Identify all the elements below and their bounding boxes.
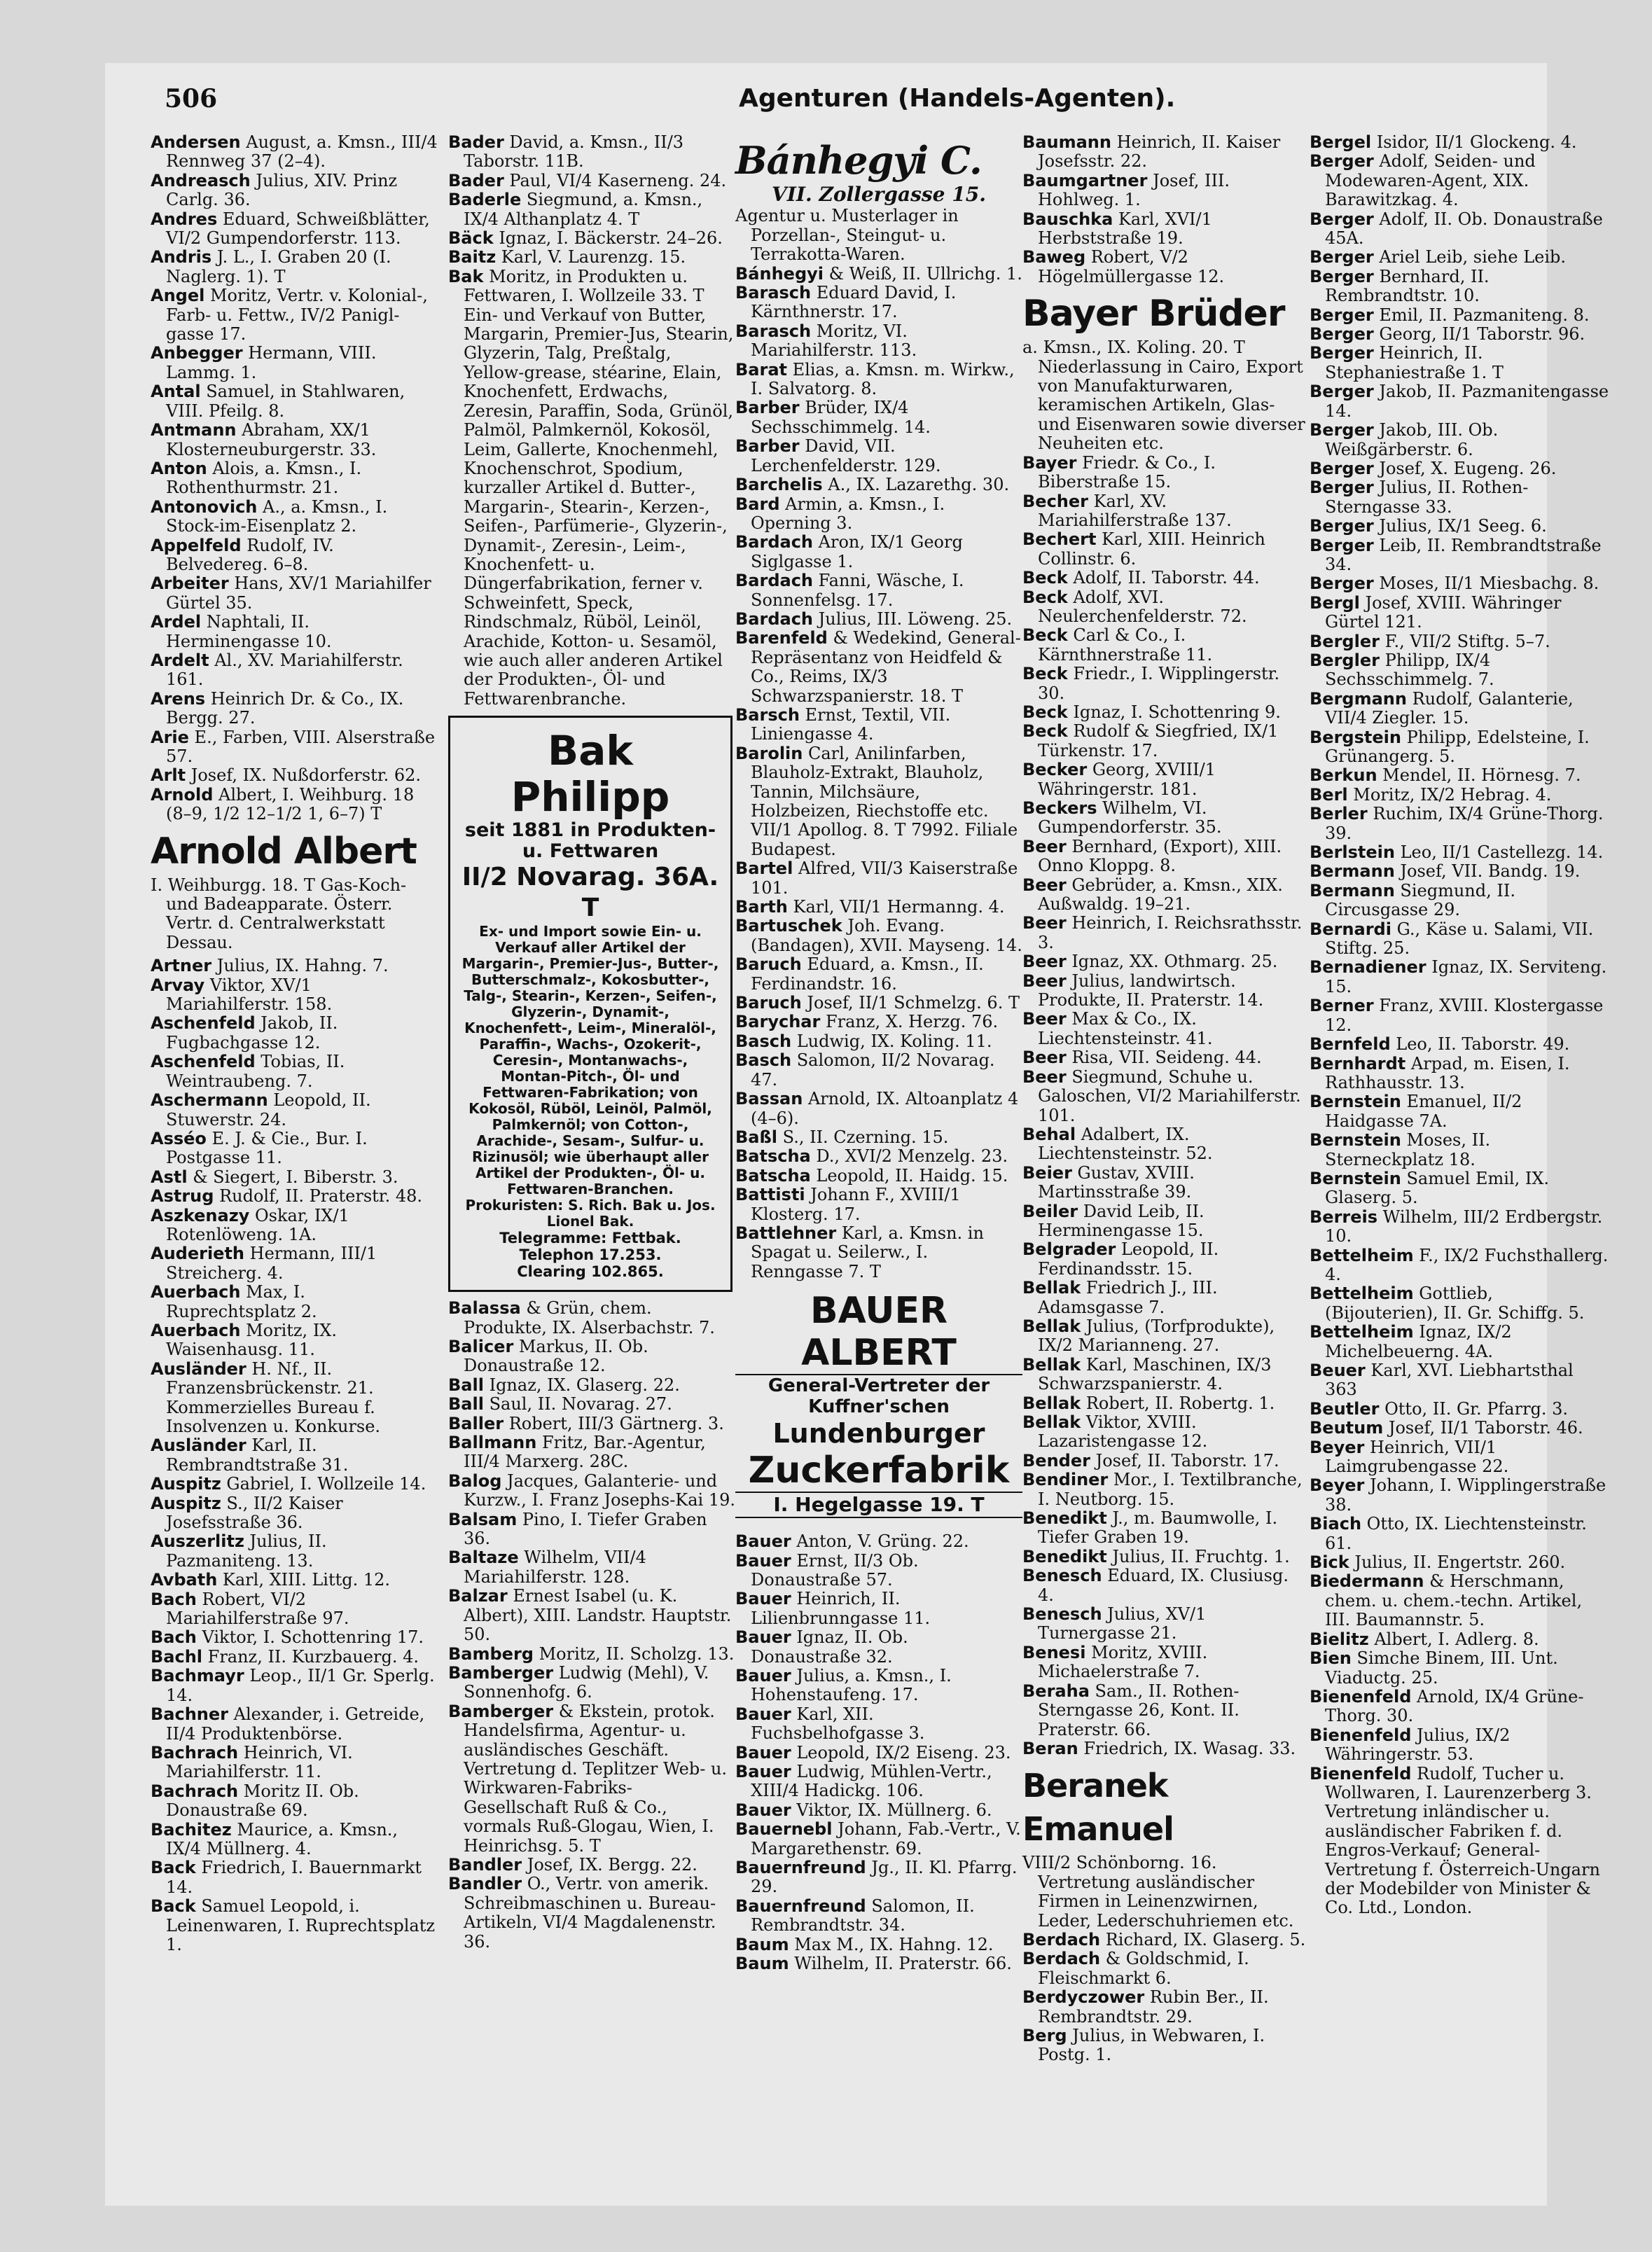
directory-entry: Barychar Franz, X. Herzg. 76. [735, 1012, 999, 1032]
directory-entry: Bechert Karl, XIII. Heinrich Collinstr. 6. [1022, 529, 1265, 569]
directory-entry: Ball Saul, II. Novarag. 27. [448, 1394, 672, 1415]
directory-entry: Aszkenazy Oskar, IX/1 Rotenlöweng. 1A. [151, 1205, 349, 1244]
directory-entry: Beer Gebrüder, a. Kmsn., XIX. Außwaldg. 19–21. [1022, 875, 1283, 915]
bauer-ad-line4: Zuckerfabrik [748, 1450, 1010, 1492]
directory-entry: Berger Moses, II/1 Miesbachg. 8. [1310, 574, 1599, 594]
directory-entry: Bauer Karl, XII. Fuchsbelhofgasse 3. [735, 1704, 925, 1744]
directory-entry: Bachmayr Leop., II/1 Gr. Sperlg. 14. [151, 1666, 435, 1705]
bauer-albert-advertisement [735, 1290, 1022, 1518]
directory-entry: Beutler Otto, II. Gr. Pfarrg. 3. [1310, 1398, 1569, 1419]
arnold-heading: Arnold Albert [151, 830, 417, 873]
directory-entry: Berger Adolf, II. Ob. Donaustraße 45A. [1310, 209, 1603, 249]
directory-entry: Bauer Viktor, IX. Müllnerg. 6. [735, 1800, 992, 1820]
directory-entry: Bellak Karl, Maschinen, IX/3 Schwarzspanierstr. 4. [1022, 1354, 1272, 1394]
directory-entry: Bernhardt Arpad, m. Eisen, I. Rathhausstr. 13. [1310, 1053, 1570, 1092]
directory-entry: Berger Adolf, Seiden- und Modewaren-Agent, XIX. Barawitzkag. 4. [1310, 151, 1536, 210]
directory-entry: Bender Josef, II. Taborstr. 17. [1022, 1450, 1279, 1471]
directory-entry: Bachrach Heinrich, VI. Mariahilferstr. 11. [151, 1742, 353, 1782]
directory-entry: Bayer Friedr. & Co., I. Biberstraße 15. [1022, 452, 1216, 492]
directory-entry: Benesch Eduard, IX. Clusiusg. 4. [1022, 1566, 1289, 1605]
directory-entry: Bader David, a. Kmsn., II/3 Taborstr. 11B. [448, 132, 684, 172]
bayer-text: a. Kmsn., IX. Koling. 20. T Niederlassung in Cairo, Export von Manufakturwaren, keramischen Artikeln, Glas- und Eisenwaren sowie diverser Neuheiten etc. [1022, 338, 1305, 454]
directory-entry: Bielitz Albert, I. Adlerg. 8. [1310, 1629, 1539, 1649]
directory-entry: Baum Max M., IX. Hahng. 12. [735, 1934, 994, 1954]
directory-entry: Bartel Alfred, VII/3 Kaiserstraße 101. [735, 859, 1018, 898]
directory-entry: Barber David, VII. Lerchenfelderstr. 129. [735, 436, 941, 475]
directory-entry: Bienenfeld Rudolf, Tucher u. Wollwaren, I. Laurenzerberg 3. Vertretung inländischer u. ausländischer Fabriken f. d. Engros-Verkauf; General-Vertretung f. Österreich-Ungarn der Modebilder von Minister & Co. Ltd., London. [1310, 1763, 1600, 1918]
directory-entry: Berdyczower Rubin Ber., II. Rembrandtstr. 29. [1022, 1987, 1269, 2027]
bak-ad-address: II/2 Novarag. 36A. T [461, 863, 719, 923]
directory-entry: Ball Ignaz, IX. Glaserg. 22. [448, 1375, 680, 1395]
directory-entry: Balicer Markus, II. Ob. Donaustraße 12. [448, 1337, 648, 1376]
directory-entry: Beck Adolf, II. Taborstr. 44. [1022, 568, 1260, 588]
directory-entry: Bardach Fanni, Wäsche, I. Sonnenfelsg. 17. [735, 571, 964, 610]
directory-entry: Bermann Josef, VII. Bandg. 19. [1310, 861, 1581, 882]
column-4 [1022, 133, 1310, 2065]
directory-entry: Bergl Josef, XVIII. Währinger Gürtel 121. [1310, 592, 1562, 632]
directory-entry: Anton Alois, a. Kmsn., I. Rothenthurmstr. 21. [151, 458, 362, 498]
directory-entry: Astrug Rudolf, II. Praterstr. 48. [151, 1186, 423, 1207]
directory-entry: Bettelheim Ignaz, IX/2 Michelbeuerng. 4A. [1310, 1322, 1512, 1361]
directory-entry: Bergel Isidor, II/1 Glockeng. 4. [1310, 132, 1577, 152]
directory-entry: Bach Viktor, I. Schottenring 17. [151, 1627, 424, 1648]
directory-entry: Bauer Ludwig, Mühlen-Vertr., XIII/4 Hadickg. 106. [735, 1762, 992, 1801]
directory-entry: Beer Heinrich, I. Reichsrathsstr. 3. [1022, 913, 1303, 952]
directory-entry: Ardelt Al., XV. Mariahilferstr. 161. [151, 650, 403, 690]
directory-entry: Barolin Carl, Anilinfarben, Blauholz-Extrakt, Blauholz, Tannin, Milchsäure, Holzbeizen, Riechstoffe etc. VII/1 Apollog. 8. T 7992. Filiale Budapest. [735, 743, 1018, 859]
bauer-ad-title: BAUER ALBERT [735, 1290, 1022, 1375]
bak-ad-telegram: Telegramme: Fettbak. [499, 1230, 681, 1247]
directory-entry: Bernstein Moses, II. Sterneckplatz 18. [1310, 1130, 1491, 1169]
directory-entry: Beyer Johann, I. Wipplingerstraße 38. [1310, 1475, 1606, 1515]
directory-entry: Bernstein Emanuel, II/2 Haidgasse 7A. [1310, 1092, 1522, 1131]
directory-entry: Berner Franz, XVIII. Klostergasse 12. [1310, 996, 1604, 1035]
directory-entry: Biach Otto, IX. Liechtensteinstr. 61. [1310, 1514, 1587, 1553]
directory-entry: Barat Elias, a. Kmsn. m. Wirkw., I. Salvatorg. 8. [735, 359, 1015, 399]
directory-entry: Auspitz S., II/2 Kaiser Josefsstraße 36. [151, 1493, 343, 1533]
directory-entry: Baweg Robert, V/2 Högelmüllergasse 12. [1022, 247, 1225, 286]
directory-entry: Basch Ludwig, IX. Koling. 11. [735, 1031, 992, 1051]
directory-entry: Auspitz Gabriel, I. Wollzeile 14. [151, 1474, 426, 1494]
directory-entry: Berkun Mendel, II. Hörnesg. 7. [1310, 765, 1581, 786]
bak-ad-line1: seit 1881 in Produkten- u. Fettwaren [464, 819, 716, 863]
directory-entry: Auszerlitz Julius, II. Pazmaniteng. 13. [151, 1531, 327, 1571]
directory-entry: Berger Ariel Leib, siehe Leib. [1310, 247, 1567, 267]
page-header [165, 84, 1355, 133]
directory-entry: Bamberg Moritz, II. Scholzg. 13. [448, 1643, 735, 1664]
directory-entry: Bachner Alexander, i. Getreide, II/4 Produktenbörse. [151, 1704, 425, 1744]
page-title: Agenturen (Handels-Agenten). [739, 84, 1176, 113]
directory-entry: Bánhegyi & Weiß, II. Ullrichg. 1. [735, 263, 1022, 284]
directory-entry: Bernadiener Ignaz, IX. Serviteng. 15. [1310, 957, 1607, 996]
directory-entry: Berdach & Goldschmid, I. Fleischmarkt 6. [1022, 1949, 1249, 1988]
directory-entry: Benesi Moritz, XVIII. Michaelerstraße 7. [1022, 1642, 1208, 1682]
directory-entry: Bellak Friedrich J., III. Adamsgasse 7. [1022, 1278, 1218, 1317]
directory-entry: Barchelis A., IX. Lazarethg. 30. [735, 475, 1010, 495]
directory-entry: Beck Ignaz, I. Schottenring 9. [1022, 702, 1281, 722]
directory-entry: Bermann Siegmund, II. Circusgasse 29. [1310, 880, 1515, 920]
bak-ad-telephone: Telephon 17.253. [519, 1246, 662, 1264]
directory-entry: Bendiner Mor., I. Textilbranche, I. Neutborg. 15. [1022, 1470, 1303, 1509]
directory-entry: Bettelheim F., IX/2 Fuchsthallerg. 4. [1310, 1245, 1609, 1284]
directory-entry: Bauer Julius, a. Kmsn., I. Hohenstaufeng. 17. [735, 1666, 952, 1705]
directory-entry: Anbegger Hermann, VIII. Lammg. 1. [151, 343, 377, 382]
directory-entry: Antmann Abraham, XX/1 Klosterneuburgerstr. 33. [151, 420, 377, 459]
directory-entry: Berger Jakob, III. Ob. Weißgärberstr. 6. [1310, 420, 1499, 459]
directory-entry: Balzar Ernest Isabel (u. K. Albert), XIII. Landstr. Hauptstr. 50. [448, 1586, 732, 1645]
directory-entry: Bartuschek Joh. Evang. (Bandagen), XVII. Mayseng. 14. [735, 916, 1022, 955]
directory-entry: Arbeiter Hans, XV/1 Mariahilfer Gürtel 35. [151, 574, 431, 613]
directory-entry: Barenfeld & Wedekind, General-Repräsentanz von Heidfeld & Co., Reims, IX/3 Schwarzspanierstr. 18. T [735, 628, 1021, 706]
bauer-ad-line3: Lundenburger [772, 1418, 985, 1450]
directory-entry: Becker Georg, XVIII/1 Währingerstr. 181. [1022, 760, 1216, 799]
directory-entry: Bick Julius, II. Engertstr. 260. [1310, 1552, 1566, 1573]
directory-entry: Aschermann Leopold, II. Stuwerstr. 24. [151, 1090, 371, 1130]
directory-entry: Beck Friedr., I. Wipplingerstr. 30. [1022, 664, 1280, 703]
directory-entry: Antonovich A., a. Kmsn., I. Stock-im-Eisenplatz 2. [151, 496, 388, 536]
directory-entry: Bandler Josef, IX. Bergg. 22. [448, 1854, 697, 1875]
directory-entry: Beck Carl & Co., I. Kärnthnerstraße 11. [1022, 625, 1213, 665]
column-1 [151, 133, 438, 1954]
directory-entry: Berger Josef, X. Eugeng. 26. [1310, 458, 1557, 478]
directory-entry: Baßl S., II. Czerning. 15. [735, 1127, 949, 1147]
directory-entry: Arvay Viktor, XV/1 Mariahilferstr. 158. [151, 975, 333, 1015]
bauer-ad-line2: General-Vertreter der Kuffner'schen [768, 1375, 990, 1418]
directory-entry: Berger Emil, II. Pazmaniteng. 8. [1310, 305, 1590, 325]
directory-entry: Bettelheim Gottlieb, (Bijouterien), II. Gr. Schiffg. 5. [1310, 1284, 1585, 1323]
directory-entry: Bandler O., Vertr. von amerik. Schreibmaschinen u. Bureau-Artikeln, VI/4 Magdalenenstr. 36. [448, 1874, 716, 1952]
directory-entry: Baller Robert, III/3 Gärtnerg. 3. [448, 1413, 724, 1433]
banhegyi-address: VII. Zollergasse 15. [772, 183, 986, 206]
directory-entry: Arens Heinrich Dr. & Co., IX. Bergg. 27. [151, 688, 404, 728]
directory-entry: Berger Heinrich, II. Stephaniestraße 1. T [1310, 343, 1504, 382]
directory-entry: Bauer Leopold, IX/2 Eiseng. 23. [735, 1742, 1011, 1763]
directory-entry: Baum Wilhelm, II. Praterstr. 66. [735, 1954, 1012, 1974]
directory-entry: Bamberger Ludwig (Mehl), V. Sonnenhofg. 6. [448, 1662, 709, 1702]
directory-entry: Bernardi G., Käse u. Salami, VII. Stiftg. 25. [1310, 919, 1594, 959]
directory-entry: Beer Bernhard, (Export), XIII. Onno Kloppg. 8. [1022, 836, 1282, 876]
bak-philipp-advertisement [448, 716, 733, 1292]
directory-entry: Bienenfeld Arnold, IX/4 Grüne-Thorg. 30. [1310, 1686, 1584, 1726]
directory-entry: Barth Karl, VII/1 Hermanng. 4. [735, 897, 1005, 917]
directory-entry: Angel Moritz, Vertr. v. Kolonial-, Farb- u. Fettw., IV/2 Panigl-gasse 17. [151, 286, 428, 345]
directory-entry: Bardach Aron, IX/1 Georg Siglgasse 1. [735, 532, 963, 571]
beranek-text: VIII/2 Schönborng. 16. Vertretung ausländischer Firmen in Leinenzwirnen, Leder, Lederschuhriemen etc. [1022, 1853, 1294, 1931]
directory-entry: Beer Max & Co., IX. Liechtensteinstr. 41. [1022, 1009, 1213, 1048]
directory-entry: Berdach Richard, IX. Glaserg. 5. [1022, 1929, 1306, 1949]
directory-entry: Berreis Wilhelm, III/2 Erdbergstr. 10. [1310, 1207, 1603, 1246]
directory-entry: Beck Rudolf & Siegfried, IX/1 Türkenstr. 17. [1022, 721, 1279, 760]
bak-ad-body: Ex- und Import sowie Ein- u. Verkauf aller Artikel der Margarin-, Premier-Jus-, Butter-, Butterschmalz-, Kokosbutter-, Talg-, Stearin-, Kerzen-, Seifen-, Glyzerin-, Dynamit-, Knochenfett-, Leim-, Mineralöl-, Paraffin-, Wachs-, Ozokerit-, Ceresin-, Montanwachs-, Montan-Pitch-, Öl- und Fettwaren-Fabrikation; von Kokosöl, Rüböl, Leinöl, Palmöl, Palmkernöl; von Cotton-, Arachide-, Sesam-, Sulfur- u. Rizinusöl; wie überhaupt aller Artikel der Produkten-, Öl- u. Fettwaren-Branchen. Prokuristen: S. Rich. Bak u. Jos. Lionel Bak. [461, 923, 719, 1230]
directory-entry: Beer Julius, landwirtsch. Produkte, II. Praterstr. 14. [1022, 971, 1264, 1010]
directory-entry: Beier Gustav, XVIII. Martinsstraße 39. [1022, 1162, 1195, 1202]
directory-entry: Benesch Julius, XV/1 Turnergasse 21. [1022, 1604, 1207, 1643]
directory-entry: Batscha Leopold, II. Haidg. 15. [735, 1165, 1008, 1186]
directory-entry: Beyer Heinrich, VII/1 Laimgrubengasse 22. [1310, 1437, 1509, 1477]
directory-entry: Battlehner Karl, a. Kmsn. in Spagat u. Seilerw., I. Renngasse 7. T [735, 1223, 984, 1281]
directory-entry: Astl & Siegert, I. Biberstr. 3. [151, 1167, 398, 1187]
directory-entry: Bellak Julius, (Torfprodukte), IX/2 Marianneng. 27. [1022, 1316, 1275, 1356]
directory-entry: Aschenfeld Jakob, II. Fugbachgasse 12. [151, 1013, 338, 1052]
column-2 [448, 133, 735, 1952]
directory-entry: Bader Paul, VI/4 Kaserneng. 24. [448, 170, 727, 190]
directory-entry: Berger Bernhard, II. Rembrandtstr. 10. [1310, 266, 1490, 306]
directory-entry: Balog Jacques, Galanterie- und Kurzw., I. Franz Josephs-Kai 19. [448, 1471, 736, 1510]
directory-entry: Bassan Arnold, IX. Altoanplatz 4 (4–6). [735, 1089, 1019, 1128]
directory-entry: Aschenfeld Tobias, II. Weintraubeng. 7. [151, 1052, 345, 1091]
directory-entry: Bachl Franz, II. Kurzbauerg. 4. [151, 1646, 419, 1667]
directory-entry: Baumann Heinrich, II. Kaiser Josefsstr. 22. [1022, 132, 1281, 172]
directory-entry: Beiler David Leib, II. Herminengasse 15. [1022, 1201, 1205, 1240]
directory-entry: Berg Julius, in Webwaren, I. Postg. 1. [1022, 2025, 1265, 2065]
column-3 [735, 133, 1022, 1974]
directory-entry: Ausländer Karl, II. Rembrandtstraße 31. [151, 1436, 349, 1475]
directory-entry: Beuer Karl, XVI. Liebhartsthal 363 [1310, 1361, 1574, 1400]
directory-entry: Bienenfeld Julius, IX/2 Währingerstr. 53. [1310, 1725, 1511, 1765]
bayer-heading: Bayer Brüder [1022, 293, 1285, 335]
arnold-text: I. Weihburgg. 18. T Gas-Koch- und Badeapparate. Österr. Vertr. d. Centralwerkstatt Dessau. [151, 875, 407, 952]
beranek-heading: Beranek Emanuel [1022, 1767, 1174, 1849]
directory-entry: Bardach Julius, III. Löweng. 25. [735, 609, 1013, 629]
directory-entry: Berlstein Leo, II/1 Castellezg. 14. [1310, 842, 1604, 863]
directory-entry: Becher Karl, XV. Mariahilferstraße 137. [1022, 491, 1232, 530]
directory-entry: Beutum Josef, II/1 Taborstr. 46. [1310, 1418, 1583, 1438]
directory-entry: Andersen August, a. Kmsn., III/4 Rennweg 37 (2–4). [151, 132, 438, 172]
directory-entry: Antal Samuel, in Stahlwaren, VIII. Pfeilg. 8. [151, 382, 405, 421]
directory-entry: Bernstein Samuel Emil, IX. Glaserg. 5. [1310, 1168, 1550, 1208]
directory-entry: Back Samuel Leopold, i. Leinenwaren, I. Ruprechtsplatz 1. [151, 1896, 435, 1954]
directory-page [105, 63, 1609, 2206]
directory-entry: Berger Jakob, II. Pazmanitengasse 14. [1310, 382, 1609, 421]
banhegyi-text: Agentur u. Musterlager in Porzellan-, Steingut- u. Terrakotta-Waren. [735, 206, 959, 265]
directory-entry: Bergmann Rudolf, Galanterie, VII/4 Ziegler. 15. [1310, 688, 1574, 728]
directory-entry: Bach Robert, VI/2 Mariahilferstraße 97. [151, 1589, 349, 1629]
directory-entry: Barasch Moritz, VI. Mariahilferstr. 113. [735, 321, 917, 361]
directory-entry: Auderieth Hermann, III/1 Streicherg. 4. [151, 1244, 377, 1283]
directory-entry: Bien Simche Binem, III. Unt. Viaductg. 25. [1310, 1648, 1558, 1688]
directory-entry: Bergler F., VII/2 Stiftg. 5–7. [1310, 631, 1550, 651]
directory-entry: Beran Friedrich, IX. Wasag. 33. [1022, 1738, 1296, 1758]
directory-entry: Bauernfreund Jg., II. Kl. Pfarrg. 29. [735, 1858, 1018, 1897]
directory-entry: Barasch Eduard David, I. Kärnthnerstr. 17. [735, 283, 957, 322]
directory-entry: Bauernfreund Salomon, II. Rembrandtstr. 34. [735, 1896, 975, 1935]
directory-entry: Auerbach Moritz, IX. Waisenhausg. 11. [151, 1320, 338, 1360]
directory-entry: Back Friedrich, I. Bauernmarkt 14. [151, 1858, 422, 1897]
directory-entry: Baruch Eduard, a. Kmsn., II. Ferdinandstr. 16. [735, 954, 984, 994]
directory-entry: Arnold Albert, I. Weihburg. 18 (8–9, 1/2 12–1/2 1, 6–7) T [151, 784, 415, 824]
directory-entry: Balassa & Grün, chem. Produkte, IX. Alserbachstr. 7. [448, 1298, 715, 1337]
directory-entry: Asséo E. J. & Cie., Bur. I. Postgasse 11. [151, 1128, 368, 1168]
directory-entry: Arlt Josef, IX. Nußdorferstr. 62. [151, 765, 421, 786]
directory-entry: Berler Ruchim, IX/4 Grüne-Thorg. 39. [1310, 804, 1604, 843]
directory-entry: Beer Ignaz, XX. Othmarg. 25. [1022, 952, 1278, 972]
directory-entry: Bauschka Karl, XVI/1 Herbststraße 19. [1022, 209, 1212, 249]
directory-entry: Bellak Robert, II. Robertg. 1. [1022, 1393, 1275, 1413]
directory-entry: Baltaze Wilhelm, VII/4 Mariahilferstr. 128. [448, 1548, 646, 1587]
directory-entry: Bachrach Moritz II. Ob. Donaustraße 69. [151, 1781, 359, 1821]
directory-entry: Beckers Wilhelm, VI. Gumpendorferstr. 35. [1022, 798, 1222, 837]
directory-entry: Benedikt J., m. Baumwolle, I. Tiefer Graben 19. [1022, 1508, 1278, 1548]
directory-entry: Berl Moritz, IX/2 Hebrag. 4. [1310, 784, 1552, 805]
directory-entry: Balsam Pino, I. Tiefer Graben 36. [448, 1509, 707, 1549]
directory-entry: Bäck Ignaz, I. Bäckerstr. 24–26. [448, 228, 723, 249]
directory-entry: Berger Leib, II. Rembrandtstraße 34. [1310, 535, 1602, 574]
directory-entry: Bauer Heinrich, II. Lilienbrunngasse 11. [735, 1589, 931, 1628]
directory-entry: Ballmann Fritz, Bar.-Agentur, III/4 Marxerg. 28C. [448, 1433, 706, 1472]
directory-entry: Appelfeld Rudolf, IV. Belvedereg. 6–8. [151, 535, 334, 574]
directory-entry: Beer Risa, VII. Seideng. 44. [1022, 1048, 1262, 1068]
page-number: 506 [165, 84, 218, 113]
directory-entry: Bauernebl Johann, Fab.-Vertr., V. Margarethenstr. 69. [735, 1819, 1021, 1858]
directory-entry: Beck Adolf, XVI. Neulerchenfelderstr. 72. [1022, 587, 1247, 626]
directory-entry: Berger Julius, II. Rothen-Sterngasse 33. [1310, 478, 1529, 517]
directory-entry: Bellak Viktor, XVIII. Lazaristengasse 12. [1022, 1412, 1208, 1452]
directory-entry: Berger Julius, IX/1 Seeg. 6. [1310, 516, 1547, 536]
directory-entry: Baruch Josef, II/1 Schmelzg. 6. T [735, 993, 1020, 1013]
bak-ad-title: Bak Philipp [511, 727, 670, 821]
directory-entry: Ausländer H. Nf., II. Franzensbrückenstr. 21. Kommerzielles Bureau f. Insolvenzen u. Konkurse. [151, 1358, 381, 1436]
directory-entry: Bauer Anton, V. Grüng. 22. [735, 1531, 969, 1552]
directory-entry: Baitz Karl, V. Laurenzg. 15. [448, 247, 686, 267]
directory-entry: Batscha D., XVI/2 Menzelg. 23. [735, 1146, 1008, 1167]
directory-entry: Barsch Ernst, Textil, VII. Liniengasse 4. [735, 704, 951, 744]
directory-entry: Baumgartner Josef, III. Hohlweg. 1. [1022, 170, 1230, 210]
directory-entry: Auerbach Max, I. Ruprechtsplatz 2. [151, 1282, 317, 1321]
directory-entry: Bachitez Maurice, a. Kmsn., IX/4 Müllnerg. 4. [151, 1819, 398, 1858]
directory-entry: Bauer Ernst, II/3 Ob. Donaustraße 57. [735, 1550, 919, 1590]
directory-entry: Benedikt Julius, II. Fruchtg. 1. [1022, 1546, 1290, 1566]
directory-entry: Beer Siegmund, Schuhe u. Galoschen, VI/2 Mariahilferstr. 101. [1022, 1066, 1301, 1125]
directory-entry: Andres Eduard, Schweißblätter, VI/2 Gumpendorferstr. 113. [151, 209, 430, 249]
directory-entry: Bauer Ignaz, II. Ob. Donaustraße 32. [735, 1627, 908, 1667]
directory-entry: Bak Moritz, in Produkten u. Fettwaren, I. Wollzeile 33. T Ein- und Verkauf von Butter, Margarin, Premier-Jus, Stearin, Glyzerin, Talg, Preßtalg, Yellow-grease, stéarine, Elain, Knochenfett, Erdwachs, Zeresin, Paraffin, Soda, Grünöl, Palmöl, Palmkernöl, Kokosöl, Leim, Gallerte, Knochenmehl, Knochenschrot, Spodium, kurzaller Artikel d. Butter-, Margarin-, Stearin-, Kerzen-, Seifen-, Parfümerie-, Glyzerin-, Dynamit-, Zeresin-, Leim-, Knochenfett- u. Düngerfabrikation, ferner v. Schweinfett, Speck, Rindschmalz, Rüböl, Leinöl, Arachide, Kotton- u. Sesamöl, wie auch aller anderen Artikel der Produkten-, Öl- und Fettwarenbranche. [448, 266, 734, 709]
directory-entry: Andreasch Julius, XIV. Prinz Carlg. 36. [151, 170, 398, 210]
directory-entry: Belgrader Leopold, II. Ferdinandsstr. 15. [1022, 1239, 1219, 1279]
banhegyi-heading: Bánhegyi C. [735, 138, 982, 183]
directory-entry: Biedermann & Herschmann, chem. u. chem.-techn. Artikel, III. Baumannstr. 5. [1310, 1571, 1583, 1630]
directory-entry: Basch Salomon, II/2 Novarag. 47. [735, 1050, 995, 1090]
directory-entry: Berger Georg, II/1 Taborstr. 96. [1310, 324, 1585, 345]
bauer-ad-address: I. Hegelgasse 19. T [735, 1492, 1022, 1518]
directory-entry: Bernfeld Leo, II. Taborstr. 49. [1310, 1034, 1570, 1055]
directory-entry: Barber Brüder, IX/4 Sechsschimmelg. 14. [735, 398, 931, 437]
directory-entry: Avbath Karl, XIII. Littg. 12. [151, 1570, 391, 1590]
column-5 [1310, 133, 1611, 1918]
directory-entry: Bard Armin, a. Kmsn., I. Operning 3. [735, 494, 945, 533]
directory-entry: Behal Adalbert, IX. Liechtensteinstr. 52. [1022, 1124, 1213, 1164]
directory-entry: Ardel Naphtali, II. Herminengasse 10. [151, 612, 332, 651]
directory-entry: Artner Julius, IX. Hahng. 7. [151, 956, 389, 976]
directory-entry: Bergler Philipp, IX/4 Sechsschimmelg. 7. [1310, 650, 1494, 690]
directory-entry: Arie E., Farben, VIII. Alserstraße 57. [151, 727, 436, 766]
directory-entry: Bergstein Philipp, Edelsteine, I. Grünangerg. 5. [1310, 727, 1590, 766]
directory-entry: Baderle Siegmund, a. Kmsn., IX/4 Althanplatz 4. T [448, 190, 703, 229]
directory-entry: Beraha Sam., II. Rothen-Sterngasse 26, Kont. II. Praterstr. 66. [1022, 1681, 1240, 1739]
directory-entry: Andris J. L., I. Graben 20 (I. Naglerg. 1). T [151, 247, 391, 286]
directory-entry: Bamberger & Ekstein, protok. Handelsfirma, Agentur- u. ausländisches Geschäft. Vertretung d. Teplitzer Web- u. Wirkwaren-Fabriks-Gesellschaft Ruß & Co., vormals Ruß-Glogau, Wien, I. Heinrichsg. 5. T [448, 1701, 728, 1856]
bak-ad-clearing: Clearing 102.865. [517, 1263, 664, 1281]
directory-entry: Battisti Johann F., XVIII/1 Klosterg. 17. [735, 1185, 961, 1224]
